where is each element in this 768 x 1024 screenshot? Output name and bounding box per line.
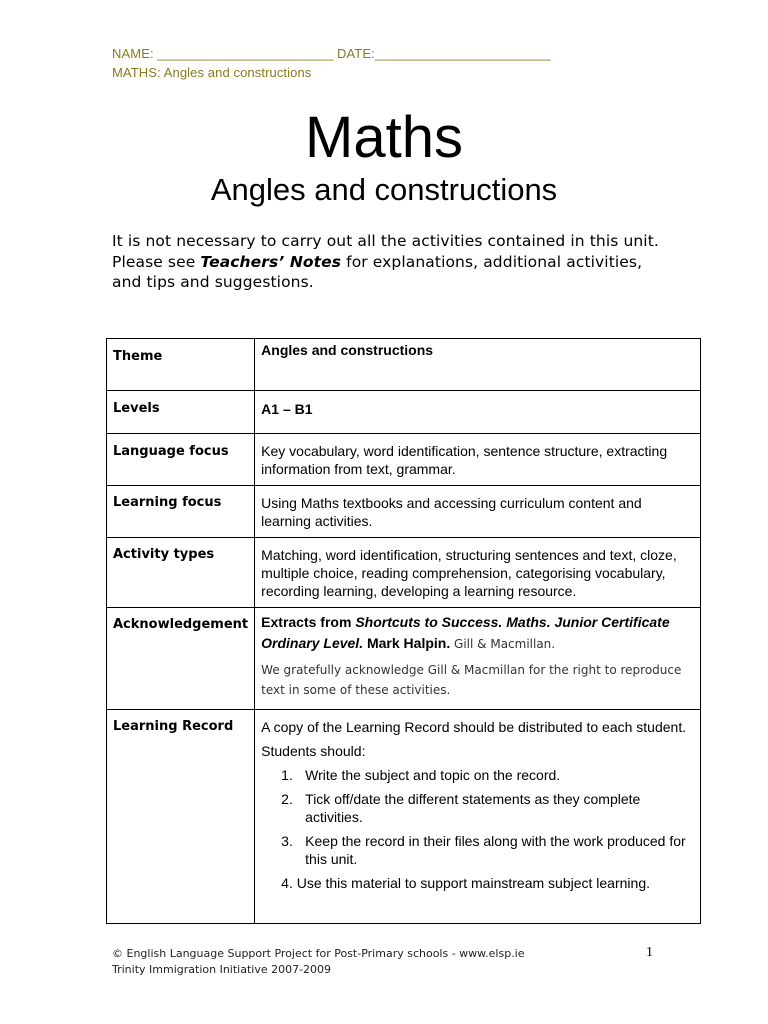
table-row-theme xyxy=(107,339,701,391)
table-row-learning-record xyxy=(107,710,701,924)
footer-initiative: Trinity Immigration Initiative 2007-2009 xyxy=(112,963,332,976)
learning-record-label: Learning Record xyxy=(107,710,255,924)
footer-copyright: © English Language Support Project for Post-Primary schools - www.elsp.ie xyxy=(112,947,525,960)
acknowledgement-note: We gratefully acknowledge Gill & Macmillan for the right to reproduce text in some of these activities. xyxy=(261,663,682,697)
subject-topic-line: MATHS: Angles and constructions xyxy=(112,65,312,80)
activity-types-label: Activity types xyxy=(107,538,255,608)
theme-label: Theme xyxy=(107,339,255,391)
ack-prefix: Extracts from xyxy=(261,614,356,630)
page-title: Maths xyxy=(305,105,463,170)
intro-text xyxy=(112,231,672,293)
intro-line-1: It is not necessary to carry out all the activities contained in this unit. xyxy=(112,232,659,250)
list-item-number: 2. xyxy=(281,791,293,807)
levels-label: Levels xyxy=(107,391,255,434)
list-item-text: Keep the record in their files along with the work produced for this unit. xyxy=(305,833,686,867)
acknowledgement-value xyxy=(255,608,701,710)
table-row-language-focus xyxy=(107,434,701,486)
list-item-4: 4. Use this material to support mainstream subject learning. xyxy=(281,875,650,891)
intro-line-2-prefix: Please see xyxy=(112,252,201,271)
teachers-notes-reference: Teachers’ Notes xyxy=(200,252,342,271)
intro-line-2-suffix: for explanations, additional activities, and tips and suggestions. xyxy=(112,252,643,291)
activity-types-value: Matching, word identification, structuring sentences and text, cloze, multiple choice, reading comprehension, categorising vocabulary, recording learning, developing a learning resource. xyxy=(255,538,701,608)
table-row-activity-types xyxy=(107,538,701,608)
list-item-text: Write the subject and topic on the record. xyxy=(305,767,561,783)
table-row-learning-focus xyxy=(107,486,701,538)
levels-value: A1 – B1 xyxy=(255,391,701,434)
page-number: 1 xyxy=(646,945,653,960)
page-subtitle: Angles and constructions xyxy=(210,172,558,207)
language-focus-label: Language focus xyxy=(107,434,255,486)
book-title: Shortcuts to Success. Maths. Junior Certificate Ordinary Level. xyxy=(261,614,670,651)
learning-record-value xyxy=(255,710,701,924)
learning-record-list xyxy=(261,766,694,868)
language-focus-value: Key vocabulary, word identification, sentence structure, extracting information from text, grammar. xyxy=(255,434,701,486)
learning-record-students-should: Students should: xyxy=(261,743,366,759)
list-item-number: 1. xyxy=(281,767,293,783)
list-item-text: Tick off/date the different statements as they complete activities. xyxy=(305,791,641,825)
page-footer xyxy=(112,946,672,978)
table-row-acknowledgement xyxy=(107,608,701,710)
acknowledgement-label: Acknowledgement xyxy=(107,608,255,710)
learning-focus-value: Using Maths textbooks and accessing curriculum content and learning activities. xyxy=(255,486,701,538)
author-name: Mark Halpin. xyxy=(363,635,451,651)
table-row-levels xyxy=(107,391,701,434)
name-date-line: NAME: ________________________ DATE:________________________ xyxy=(112,46,551,61)
learning-record-intro: A copy of the Learning Record should be distributed to each student. xyxy=(261,719,687,735)
theme-value: Angles and constructions xyxy=(255,339,701,391)
list-item-number: 3. xyxy=(281,833,293,849)
unit-info-table xyxy=(106,338,701,924)
list-item xyxy=(261,832,694,868)
learning-focus-label: Learning focus xyxy=(107,486,255,538)
publisher-name: Gill & Macmillan. xyxy=(450,637,556,651)
intro-line-2 xyxy=(112,252,672,293)
list-item xyxy=(261,790,694,826)
list-item xyxy=(261,766,694,784)
acknowledgement-source xyxy=(261,612,694,655)
